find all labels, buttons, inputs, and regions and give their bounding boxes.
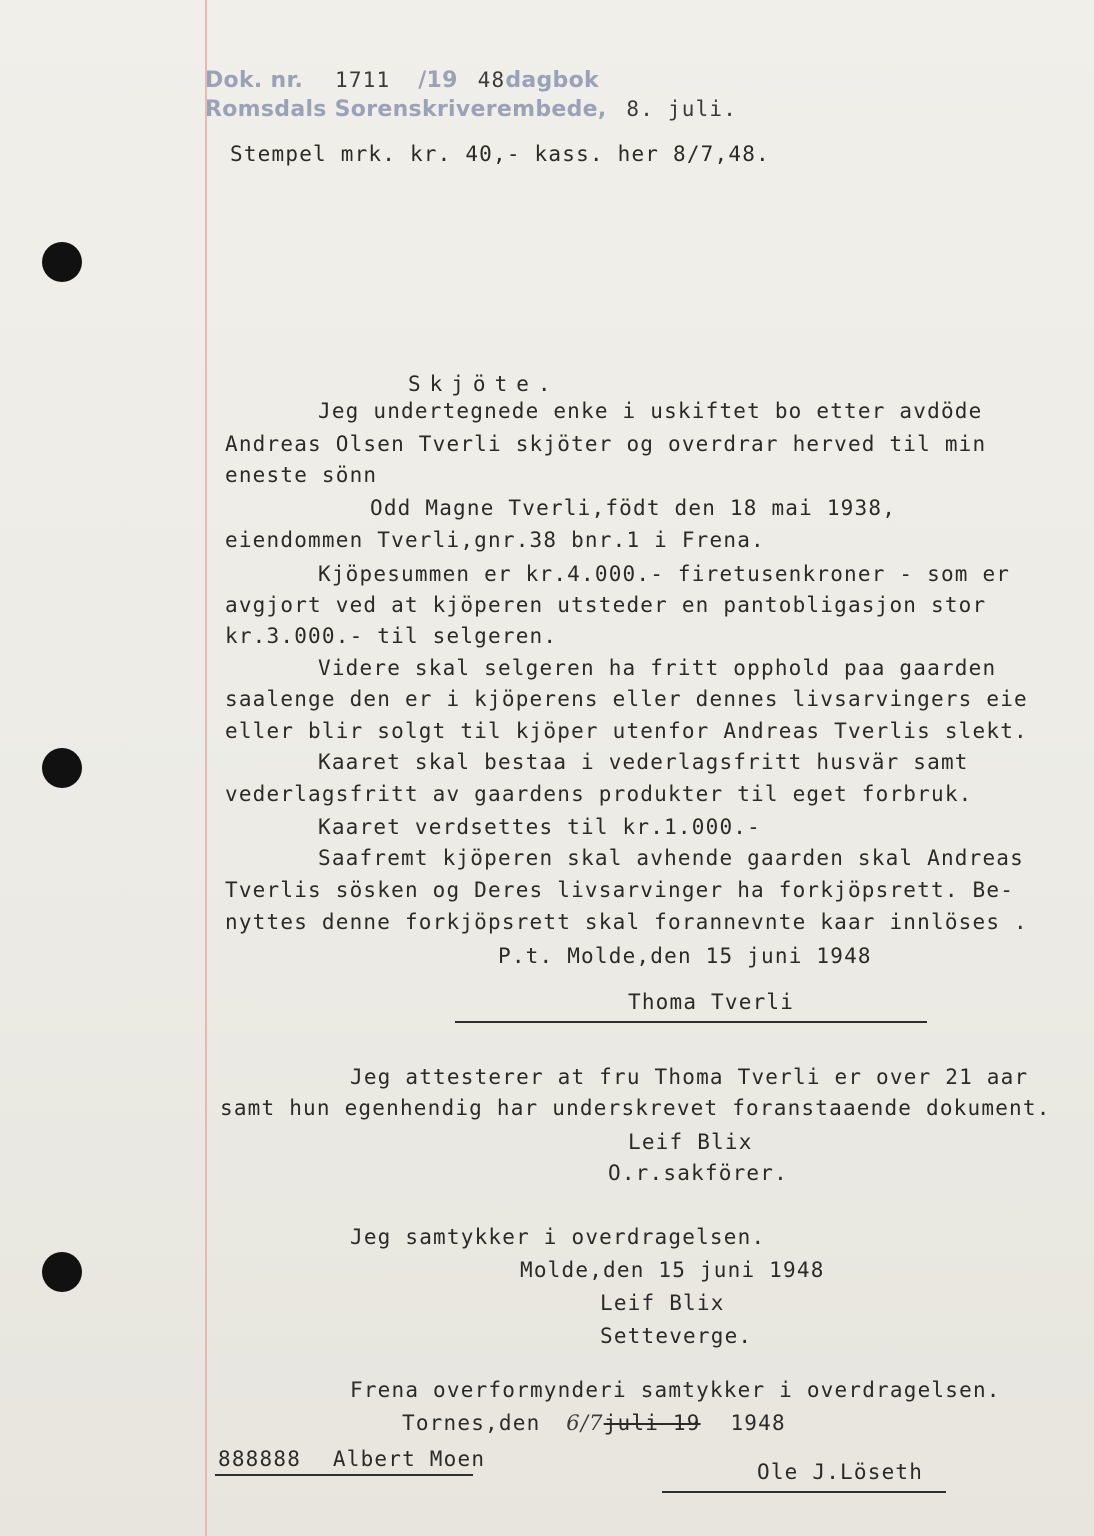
consent-line: Jeg samtykker i overdragelsen. (350, 1225, 766, 1249)
footer-left (218, 1447, 485, 1471)
body-line: avgjort ved at kjöperen utsteder en pantobligasjon stor (225, 593, 987, 617)
footer-rule-right (662, 1491, 946, 1493)
place-date-2: Molde,den 15 juni 1948 (520, 1258, 825, 1282)
punch-hole (42, 748, 82, 788)
struck-text: juli 19 (603, 1411, 701, 1435)
stamp-office: Romsdals Sorenskriverembede, (205, 97, 607, 122)
body-line: Odd Magne Tverli,födt den 18 mai 1938, (370, 496, 897, 520)
margin-line (205, 0, 207, 1536)
attest-line: samt hun egenhendig har underskrevet foranstaaende dokument. (220, 1096, 1051, 1120)
lawyer-name: Leif Blix (628, 1130, 753, 1154)
body-line: Kaaret skal bestaa i vederlagsfritt husvär samt (318, 750, 969, 774)
guardian-title: Setteverge. (600, 1324, 753, 1348)
body-line: saalenge den er i kjöperens eller dennes livsarvingers eie (225, 687, 1028, 711)
handwritten-date: 6/7 (566, 1411, 604, 1435)
place-date-3 (402, 1411, 786, 1435)
stamp-slash-year: /19 (418, 68, 458, 93)
body-line: nyttes denne forkjöpsrett skal forannevnte kaar innlöses . (225, 910, 1028, 934)
body-line: Kjöpesummen er kr.4.000.- firetusenkroner - som er (318, 562, 1011, 586)
footer-code: 888888 (218, 1447, 302, 1471)
body-line: kr.3.000.- til selgeren. (225, 624, 558, 648)
stamp-date: 8. juli. (626, 97, 738, 121)
body-line: Andreas Olsen Tverli skjöter og overdrar herved til min (225, 432, 987, 456)
place-date-3-year: 1948 (730, 1411, 786, 1435)
stamp-suffix: dagbok (505, 68, 599, 93)
body-line: Kaaret verdsettes til kr.1.000.- (318, 815, 761, 839)
footer-rule-left (215, 1474, 473, 1476)
body-line: Saafremt kjöperen skal avhende gaarden skal Andreas (318, 846, 1024, 870)
guardian-name: Leif Blix (600, 1291, 725, 1315)
attest-line: Jeg attesterer at fru Thoma Tverli er over 21 aar (350, 1065, 1029, 1089)
stamp-dok-number: 1711 (335, 68, 391, 92)
place-date-3-prefix: Tornes,den (402, 1411, 541, 1435)
document-title: Skjöte. (408, 372, 560, 396)
body-line: Jeg undertegnede enke i uskiftet bo etter avdöde (318, 399, 983, 423)
stamp-year: 48 (477, 68, 506, 92)
registry-office (205, 97, 737, 122)
stempel-line: Stempel mrk. kr. 40,- kass. her 8/7,48. (230, 142, 770, 166)
registry-stamp (205, 68, 599, 93)
footer-name-right: Ole J.Löseth (757, 1460, 924, 1484)
punch-hole (42, 1252, 82, 1292)
body-line: vederlagsfritt av gaardens produkter til eget forbruk. (225, 782, 973, 806)
board-consent: Frena overformynderi samtykker i overdragelsen. (350, 1378, 1001, 1402)
signer-name: Thoma Tverli (628, 990, 795, 1014)
body-line: eiendommen Tverli,gnr.38 bnr.1 i Frena. (225, 528, 765, 552)
body-line: eller blir solgt til kjöper utenfor Andreas Tverlis slekt. (225, 719, 1028, 743)
stamp-dok-label: Dok. nr. (205, 68, 304, 93)
lawyer-title: O.r.sakförer. (608, 1161, 788, 1185)
footer-name-left: Albert Moen (332, 1447, 486, 1471)
body-line: Videre skal selgeren ha fritt opphold paa gaarden (318, 656, 997, 680)
signature-rule (455, 1021, 927, 1023)
body-line: eneste sönn (225, 463, 378, 487)
place-date-1: P.t. Molde,den 15 juni 1948 (498, 944, 872, 968)
punch-hole (42, 242, 82, 282)
body-line: Tverlis sösken og Deres livsarvinger ha forkjöpsrett. Be- (225, 878, 1015, 902)
